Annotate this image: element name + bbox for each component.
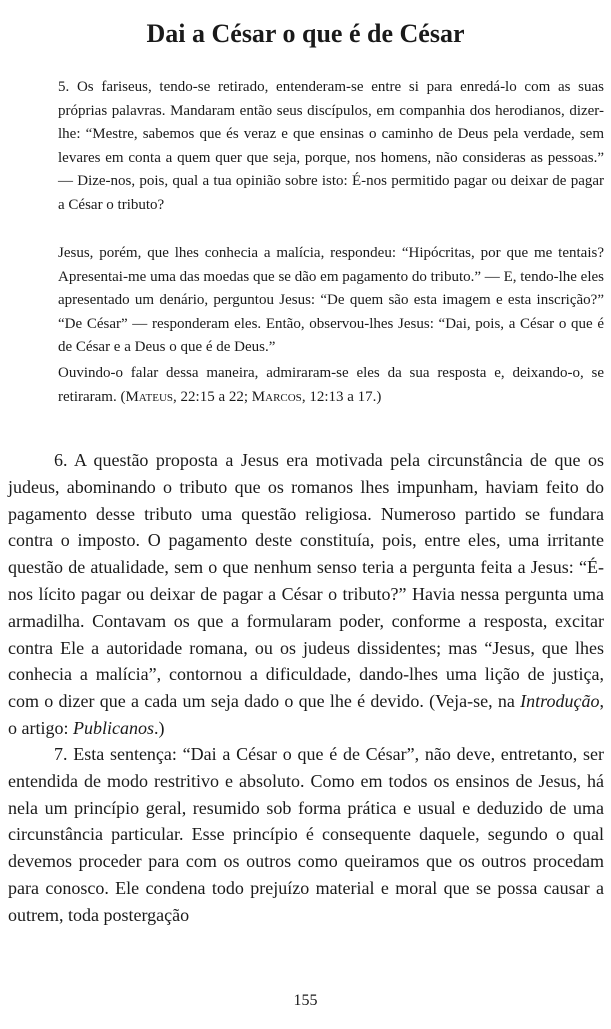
reference-marcos-verses: , 12:13 a 17.) — [301, 388, 382, 405]
page-title: Dai a César o que é de César — [146, 19, 465, 48]
body-paragraph-6 — [8, 447, 604, 742]
quote-paragraph-conclusion — [58, 362, 604, 409]
introducao-emphasis: Introdução — [520, 691, 600, 712]
quote-paragraph-5: 5. Os fariseus, tendo-se retirado, entenderam-se entre si para enredá-lo com as suas próprias palavras. Mandaram então seus discípulos, em companhia dos herodianos, dizer-lhe: “Mestre, sabemos que és veraz e que ensinas o caminho de Deus pela verdade, sem levares em conta a quem quer que seja, porque, nos homens, não consideras as pessoas.” — Dize-nos, pois, qual a tua opinião sobre isto: É-nos permitido pagar ou deixar de pagar a César o tributo? — [58, 79, 604, 213]
page-number: 155 — [293, 992, 318, 1009]
paragraph-6-mid: , o artigo: — [8, 691, 604, 738]
quote-paragraph-jesus-response: Jesus, porém, que lhes conhecia a malícia, respondeu: “Hipócritas, por que me tentais? Apresentai-me uma das moedas que se dão em pagamento do tributo.” — E, tendo-lhe eles apresentado um denário, perguntou Jesus: “De quem são esta imagem e esta inscrição?” “De César” — responderam eles. Então, observou-lhes Jesus: “Dai, pois, a César o que é de César e a Deus o que é de Deus.” — [58, 245, 604, 355]
body-paragraph-7: 7. Esta sentença: “Dai a César o que é de César”, não deve, entretanto, ser entendida de modo restritivo e absoluto. Como em todos os ensinos de Jesus, há nela um princípio geral, resumido sob forma prática e usual e deduzido de uma circunstância particular. Esse princípio é consequente daquele, segundo o qual devemos proceder para com os outros como queiramos que os outros procedam para conosco. Ele condena todo prejuízo material e moral que se possa causar a outrem, toda postergação — [8, 744, 604, 925]
paragraph-6-text: 6. A questão proposta a Jesus era motivada pela circunstância de que os judeus, abominando o tributo que os romanos lhes impunham, haviam feito do pagamento desse tributo uma questão religiosa. Numeroso partido se fundara contra o imposto. O pagamento deste constituía, pois, entre eles, uma irritante questão de atualidade, sem o que nenhum senso teria a pergunta feita a Jesus: “É-nos lícito pagar ou deixar de pagar a César o tributo?” Havia nessa pergunta uma armadilha. Contavam os que a formularam poder, conforme a resposta, excitar contra Ele a autoridade romana, ou os judeus dissidentes; mas “Jesus, que lhes conhecia a malícia”, contornou a dificuldade, dando-lhes uma lição de justiça, com o dizer que a cada um seja dado o que lhe é devido. (Veja-se, na — [8, 450, 604, 712]
reference-mateus: Mateus — [125, 388, 174, 405]
publicanos-emphasis: Publicanos — [73, 717, 154, 738]
quote-conclusion-text: Ouvindo-o falar dessa maneira, admiraram-se eles da sua resposta e, deixando-o, se retiraram. ( — [58, 365, 604, 405]
paragraph-6-end: .) — [154, 717, 165, 738]
reference-marcos: Marcos — [251, 388, 302, 405]
reference-mateus-verses: , 22:15 a 22; — [173, 388, 252, 405]
